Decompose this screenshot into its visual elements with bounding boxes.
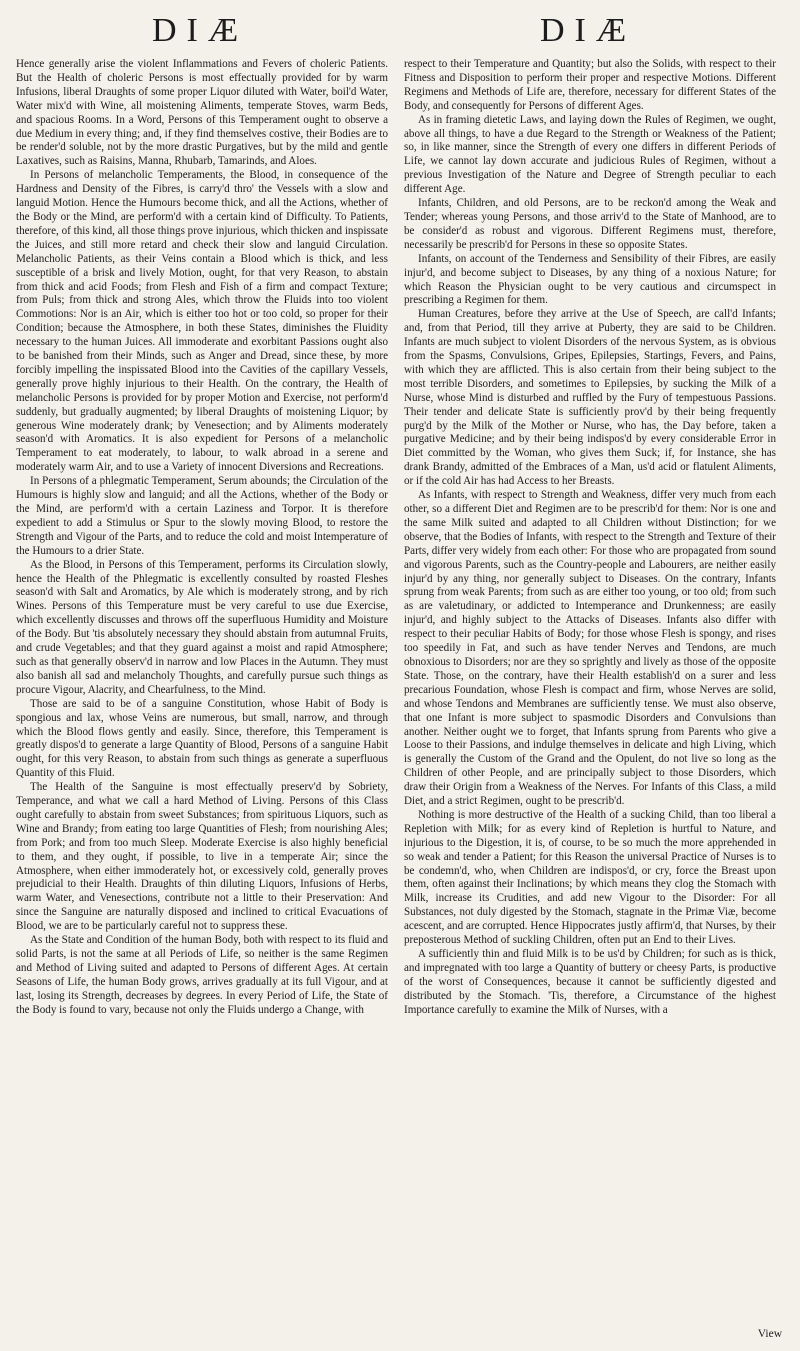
paragraph: Hence generally arise the violent Inflammations and Fevers of choleric Patients. But the Health of choleric Persons is most effectually provided for by warm Infusions, liberal Draughts of some proper Liquor diluted with Water, boil'd Water, Water mix'd with Wine, all moistening Aliments, temperate Stoves, warm Beds, and spacious Rooms. In a Word, Persons of this Temperament ought to observe a due Medium in every thing; and, if they find themselves costive, their Bodies are to be render'd soluble, not by the more drastic Purgatives, but by the mild and gentle Laxatives, such as Raisins, Manna, Rhubarb, Tamarinds, and Aloes. xyxy=(16,58,388,168)
paragraph: In Persons of a phlegmatic Temperament, Serum abounds; the Circulation of the Humours is highly slow and languid; and all the Actions, whether of the Body or the Mind, are perform'd with a certain Laziness and Torpor. It is therefore expedient to add a Stimulus or Spur to the slowly moving Blood, to restore the Strength and Vigour of the Parts, and to reduce the cold and moist Intemperature of the Humours to a drier State. xyxy=(16,475,388,557)
paragraph: Infants, Children, and old Persons, are to be reckon'd among the Weak and Tender; whereas young Persons, and those arriv'd to the State of Manhood, are to be consider'd as robust and vigorous. Different Regimens must, therefore, necessarily be prescrib'd for Persons in these so opposite States. xyxy=(404,197,776,251)
catchword: View xyxy=(757,1328,782,1340)
running-head-left: DIÆ xyxy=(151,12,249,49)
running-head-right: DIÆ xyxy=(539,12,637,49)
paragraph: Human Creatures, before they arrive at the Use of Speech, are call'd Infants; and, from that Period, till they arrive at Puberty, they are said to be Children. Infants are much subject to violent Disorders of the nervous System, as is obvious from the Spasms, Convulsions, Gripes, Epilepsies, Startings, Fevers, and Pains, with which they are afflicted. This is also certain from their being subject to the most terrible Disorders, and sometimes to Epilepsies, by sucking the Milk of a Nurse, whose Mind is disturbed and ruffled by the Fury of tempestuous Passions. Their tender and delicate State is sufficiently prov'd by their being frequently purg'd by the Milk of the Mother or Nurse, who has, the Day before, taken a purgative Medicine; and by their being indispos'd by every considerable Error in Diet committed by the Woman, who gives them Suck; if, for Instance, she has drank Brandy, admitted of the Embraces of a Man, us'd acid or flatulent Aliments, or if the cold Air has had Access to her Breasts. xyxy=(404,308,776,488)
paragraph: In Persons of melancholic Temperaments, the Blood, in consequence of the Hardness and Density of the Fibres, is carry'd thro' the Vessels with a slow and languid Motion. Hence the Humours become thick, and all the Actions, whether of the Body or the Mind, are perform'd with a certain kind of Difficulty. To Patients, therefore, of this kind, all those things prove injurious, which thicken and inspissate the Juices, and still more retard and check their slow and languid Circulation. Melancholic Patients, as their Veins contain a Blood which is thick, and less susceptible of a brisk and lively Motion, ought, for that very Reason, to abstain from thick and acid Foods; from Flesh and Fish of a firm and compact Texture; from Puls; from thick and strong Ales, which throw the Fluids into too violent Commotions: Nor is an Air, which is either too hot or too cold, so proper for their Condition; because the Atmosphere, in both these States, diminishes the Fluidity necessary to the human Juices. All immoderate and exorbitant Passions ought also to be banished from their Minds, such as Anger and Dread, since these, by more forcibly impelling the inspissated Blood into the Cavities of the capillary Vessels, generally prove highly injurious to their Health. On the contrary, the Health of melancholic Persons is provided for by proper Motion and Exercise, not perform'd suddenly, but gradually augmented; by liberal Draughts of moistening Liquor; by generous Wine moderately drank; by Venesection; and by Aliments moderately season'd with Aromatics. It is also expedient for Persons of a melancholic Temperament to eat moderately, to labour, to walk abroad in a serene and moderately warm Air, and to use a Variety of innocent Diversions and Recreations. xyxy=(16,169,388,474)
paragraph: As the State and Condition of the human Body, both with respect to its fluid and solid Parts, is not the same at all Periods of Life, so neither is the same Regimen and Method of Living suited and adapted to Persons of different Ages. At certain Seasons of Life, the human Body grows, arrives gradually at its full Vigour, and at last, losing its Strength, decreases by degrees. In every Period of Life, the State of the Body is found to vary, because not only the Fluids undergo a Change, with xyxy=(16,934,388,1016)
left-column xyxy=(16,58,388,1320)
paragraph: A sufficiently thin and fluid Milk is to be us'd by Children; for such as is thick, and impregnated with too large a Quantity of buttery or cheesy Parts, is productive of the worst of Consequences, because it cannot be sufficiently digested and distributed by the Stomach. 'Tis, therefore, a Circumstance of the highest Importance carefully to examine the Milk of Nurses, with a xyxy=(404,948,776,1016)
paragraph: As the Blood, in Persons of this Temperament, performs its Circulation slowly, hence the Health of the Phlegmatic is excellently consulted by roasted Fleshes season'd with Salt and Aromatics, by Ale which is moderately strong, and by rich Wines. Persons of this Temperature must be very careful to use due Exercise, which excellently discusses and throws off the superfluous Humidity and Moisture of the Body. But 'tis absolutely necessary they should abstain from autumnal Fruits, and crude Vegetables; and that they guard against a moist and rapid Atmosphere; such as that generally observ'd in narrow and low Places in the Autumn. They must also banish all sad and melancholy Thoughts, and carefully pursue such things as procure Vigour, Alacrity, and Chearfulness, to the Mind. xyxy=(16,558,388,696)
paragraph: Nothing is more destructive of the Health of a sucking Child, than too liberal a Repletion with Milk; for as every kind of Repletion is hurtful to Nature, and injurious to the Digestion, it is, of course, to be so much the more apprehended in so weak and tender a Patient; for this Reason the universal Practice of Nurses is to be condemn'd, who, when Children are indispos'd, or cry, force the Breast upon them, often against their Inclinations; by which means they clog the Stomach with Milk, increase its Crudities, and add new Vigour to the Disorder: For all Substances, not duly digested by the Stomach, stagnate in the Primæ Viæ, become acescent, and are corrupted. Hence Hippocrates justly affirm'd, that Nurses, by their preposterous Method of suckling Children, often put an End to their Lives. xyxy=(404,808,776,947)
paragraph: respect to their Temperature and Quantity; but also the Solids, with respect to their Fitness and Disposition to perform their proper and respective Motions. Different Regimens and Methods of Life are, therefore, necessary for different States of the Body, and consequently for Persons of different Ages. xyxy=(404,58,776,112)
right-column xyxy=(404,58,776,1320)
paragraph: As in framing dietetic Laws, and laying down the Rules of Regimen, we ought, above all things, to have a due Regard to the Strength or Weakness of the Patient; so, in like manner, since the Strength of every one differs in different Periods of Life, we cannot lay down accurate and judicious Rules of Regimen, without a previous Investigation of the Nature and Degree of Strength peculiar to each different Age. xyxy=(404,113,776,196)
paragraph: The Health of the Sanguine is most effectually preserv'd by Sobriety, Temperance, and what we call a hard Method of Living. Persons of this Class ought carefully to abstain from sweet Substances; from spirituous Liquors, such as Wine and Brandy; from eating too large Quantities of Flesh; from nourishing Ales; from Pork; and from too much Sleep. Moderate Exercise is also highly beneficial to them, and they ought, if possible, to live in a temperate Air; since the Atmosphere, when either immoderately hot, or excessively cold, generally proves prejudicial to their Health. Draughts of thin diluting Liquors, Infusions of Herbs, warm Water, and Venesections, contribute not a little to their Preservation: And since the Sanguine are naturally disposed and inclined to critical Evacuations of Blood, we are to be particularly careful not to suppress these. xyxy=(16,781,388,933)
paragraph: Those are said to be of a sanguine Constitution, whose Habit of Body is spongious and lax, whose Veins are numerous, but small, narrow, and through which the Blood flows gently and easily. Since, therefore, this Temperament is greatly dispos'd to generate a large Quantity of Blood, Persons of a sanguine Habit ought, for this very Reason, to abstain from such things as generate a superfluous Quantity of this Fluid. xyxy=(16,697,388,780)
paragraph: Infants, on account of the Tenderness and Sensibility of their Fibres, are easily injur'd, and become subject to Diseases, by any thing of a noxious Nature; for which Reason the Physician ought to be very cautious and circumspect in prescribing a Regimen for them. xyxy=(404,252,776,307)
paragraph: As Infants, with respect to Strength and Weakness, differ very much from each other, so a different Diet and Regimen are to be prescrib'd for them: Nor is one and the same Milk suited and adapted to all Children without Distinction; for we observe, that the Bodies of Infants, with respect to the Strength and Texture of their Parts, differ very widely from each other: For those who are propagated from sound and vigorous Parents, such as the Country-people and Labourers, are neither easily injur'd by any thing, nor generally subject to Diseases. On the contrary, Infants sprung from weak Parents; from such as are either too young, or too old; from such as are valetudinary, or addicted to Intemperance and Drunkenness; are easily injur'd, and highly subject to the Attacks of Diseases. Infants also differ with respect to their peculiar Habits of Body; for those whose Flesh is spongy, and rises too speedily in Fat, and such as have tender Nerves and Tendons, are much obnoxious to Disorders; nor are they so sprightly and lively as those of the opposite State. Those, on the contrary, have their Health establish'd on a surer and less precarious Foundation, whose Flesh is compact and firm, whose Nerves are solid, and whose Tendons and Membranes are sufficiently tense. We must also observe, that one Infant is more subject to spasmodic Disorders and Convulsions than another. Neither ought we to forget, that Infants sprung from Parents who give a Loose to their Passions, and indulge themselves in delicate and high Living, which is generally the Custom of the Grand and the Opulent, do not live so long as the Children of other People, and are principally subject to those Disorders, which draw their Origin from a Weakness of the Nerves. For Infants of this Class, a mild Diet, and a strict Regimen, ought to be prescrib'd. xyxy=(404,489,776,808)
